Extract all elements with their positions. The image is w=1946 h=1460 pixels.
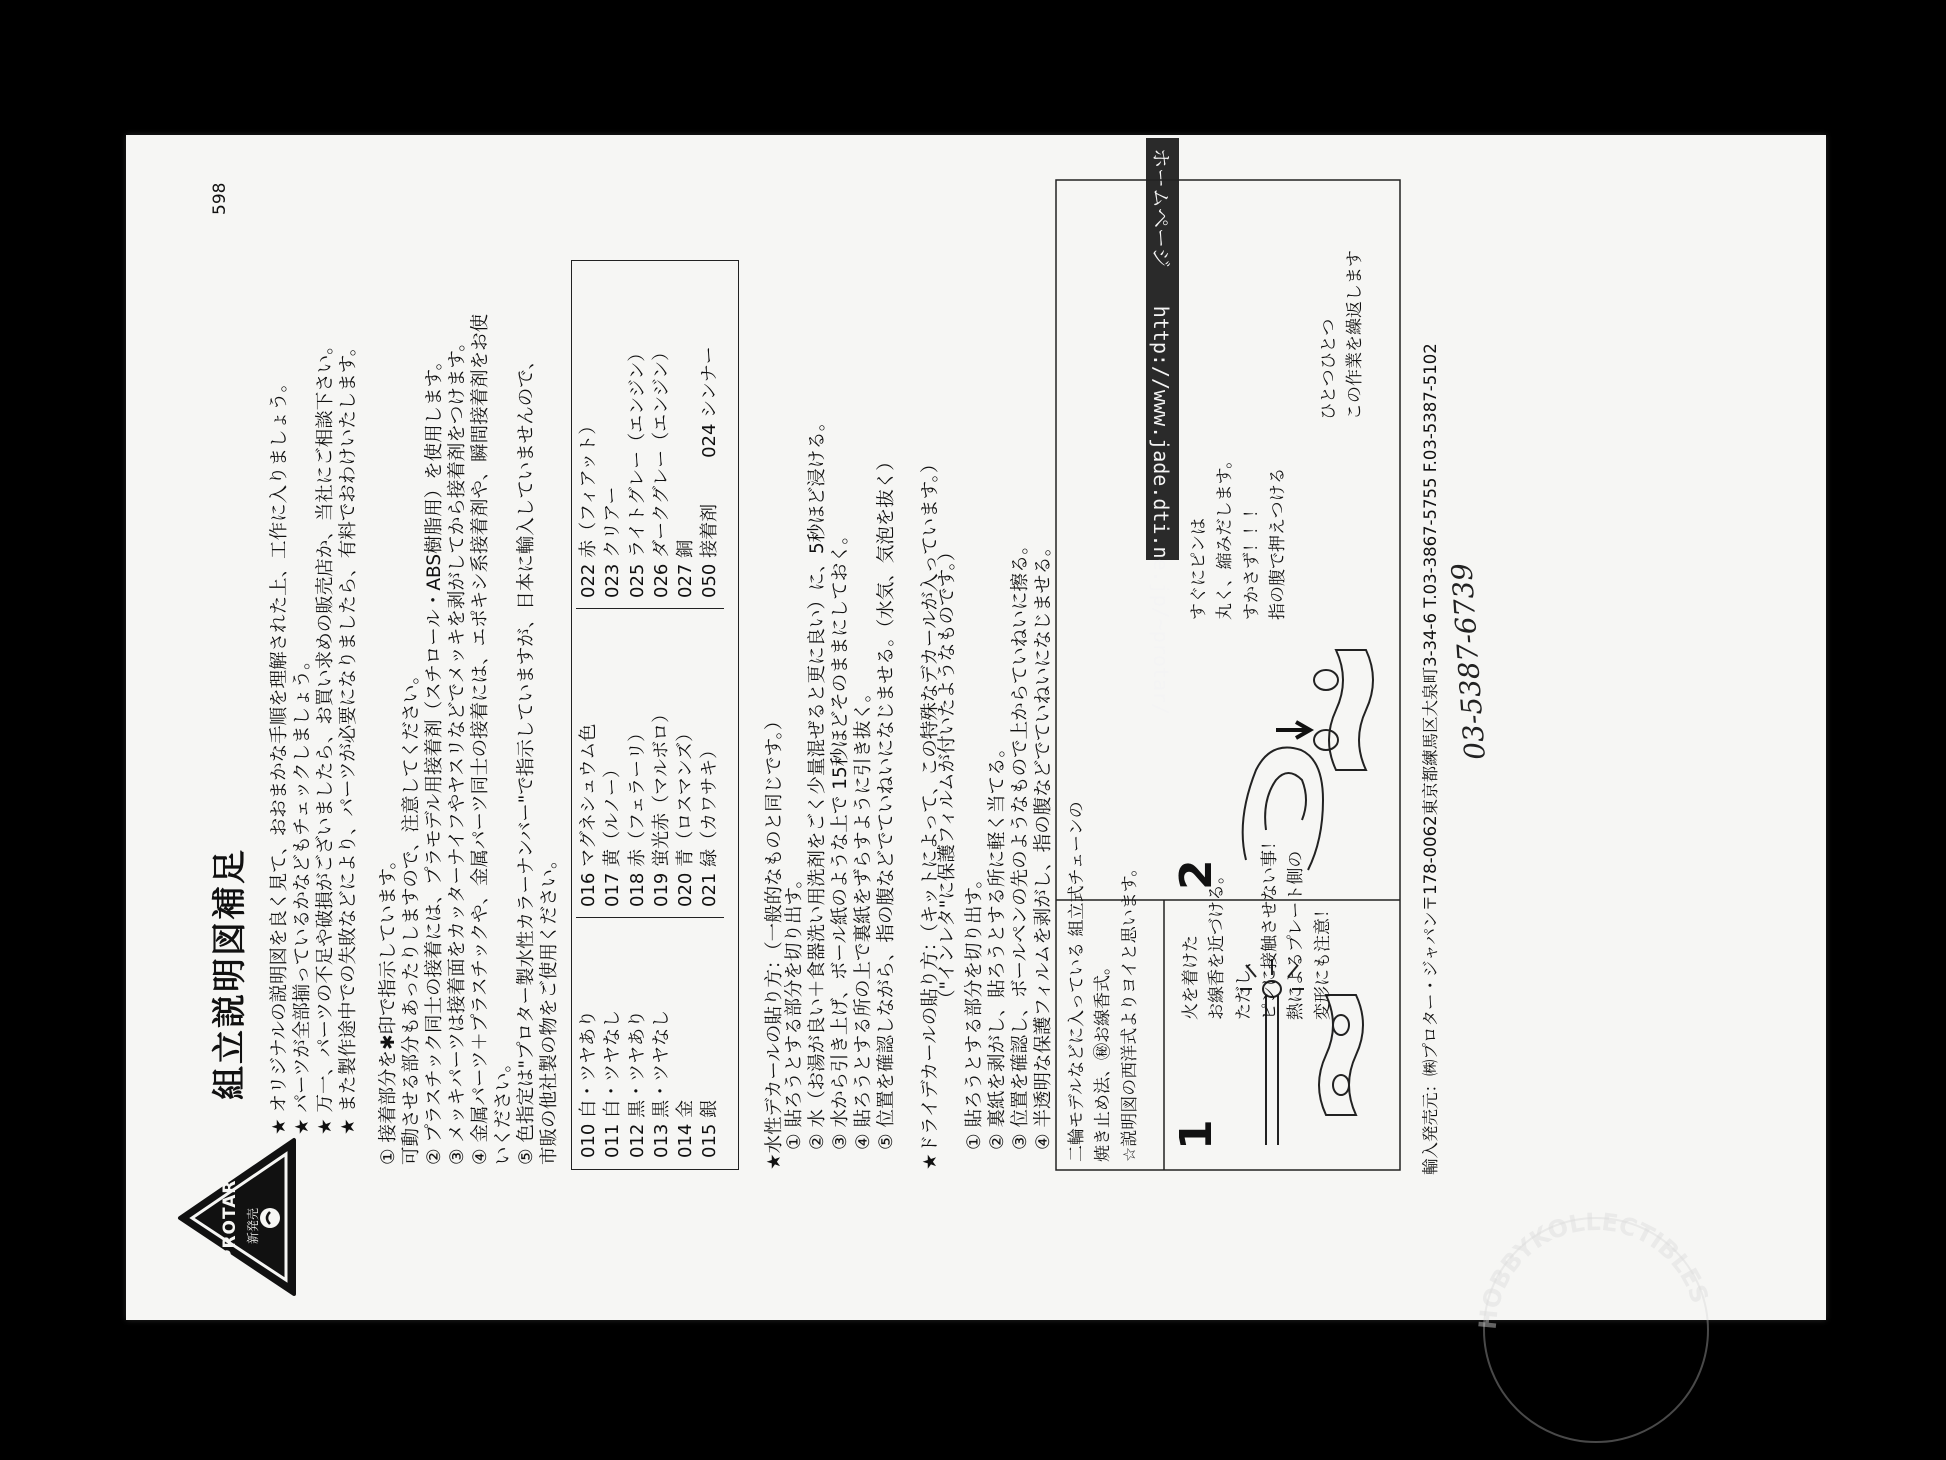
chain-intro-line: 焼き止め法、㊙お線香式。 (1093, 958, 1114, 1162)
water-decal-step: ⑤ 位置を確認しながら、指の腹などでていねいになじませる。（水気、気泡を抜く） (876, 452, 897, 1150)
finger-press-icon (1226, 630, 1396, 890)
color-entry: 050 接着剤 (699, 503, 721, 598)
repeat-line: この作業を繰返します (1345, 250, 1366, 420)
step-1-number: 1 (1171, 1119, 1222, 1150)
chain-intro-line: 二輪モデルなどに入っている 組立式チェーンの (1067, 801, 1087, 1162)
incense-chain-icon (1226, 905, 1386, 1155)
note-line: ③ メッキパーツは接着面をカッターナイフやヤスリなどでメッキを剥がしてから接着剤をつけます。 (447, 333, 468, 1165)
water-decal-step: ② 水（お湯が良い＋食器洗い用洗剤をごく少量混ぜると更に良い）に、5秒ほど浸ける。 (807, 412, 828, 1150)
note-line: 市販の他社製の物をご使用ください。 (539, 850, 560, 1165)
note-line: 可動させる部分もあったりしますので、注意してください。 (401, 666, 422, 1165)
step-1-line: 火を着けた (1181, 935, 1201, 1020)
water-decal-step: ③ 水から引き上げ、ボール紙のような上で 15秒ほどそのままにしておく。 (830, 526, 851, 1150)
step-1-line: 変形にも注意！ (1312, 901, 1333, 1020)
chain-intro-line: ☆説明図の西洋式よりヨイと思います。 (1119, 859, 1140, 1162)
homepage-label: ホームページ (1149, 148, 1173, 268)
step-2-line: すぐにピンは (1189, 518, 1209, 620)
color-entry: 015 銀 (699, 1099, 721, 1158)
intro-line: ★ 万一、パーツの不足や破損がございましたら、お買い求めの販売店か、当社にご相談下さい。 (315, 336, 336, 1135)
color-entry: 016 マグネシュウム色 (578, 723, 599, 907)
water-decal-step: ④ 貼ろうとする所の上で裏紙をずらすように引き抜く。 (853, 683, 874, 1150)
color-entry: 010 白・ツヤあり (578, 1009, 599, 1158)
step-2-line: すかさず！！！ (1241, 501, 1262, 620)
note-line: ① 接着部分を✱印で指示しています。 (378, 851, 399, 1165)
note-line: ④ 金属パーツ＋プラスチックや、金属パーツ同士の接着には、エポキシ系接着剤や、瞬間接着剤をお使 (470, 313, 491, 1165)
color-entry-thinner: 024 シンナー (699, 346, 721, 458)
dry-decal-step: ① 貼ろうとする部分を切り出す。 (964, 870, 985, 1150)
intro-line: ★ また製作途中での失敗などにより、パーツが必要になりましたら、有料でおわけいたします。 (338, 337, 359, 1135)
step-2-number: 2 (1171, 859, 1222, 890)
handwritten-phone: 03-5387-6739 (1445, 562, 1492, 761)
color-entry: 014 金 (675, 1099, 697, 1158)
rotated-document-content (126, 135, 1826, 1320)
color-entry: 022 赤（フィアット） (578, 416, 599, 598)
repeat-text (1316, 250, 1369, 420)
chain-box-frame (126, 135, 1826, 1320)
color-entry: 023 クリアー (602, 486, 624, 598)
color-entry: 021 緑（カワサキ） (699, 740, 721, 907)
step-2-line: 指の腹で押えつける (1268, 467, 1289, 620)
page-number: 598 (210, 182, 230, 215)
color-entry: 025 ライトグレー（エンジン） (626, 343, 648, 598)
color-entry: 020 青（ロスマンズ） (675, 723, 697, 907)
document-sheet (126, 135, 1826, 1320)
repeat-line: ひとつひとつ (1319, 318, 1339, 420)
step-1-line: お線香を近づける。 (1207, 867, 1228, 1020)
step-2-text (1186, 452, 1291, 620)
intro-line: ★ オリジナルの説明図を良く見て、おおまかな手順を理解された上、工作に入りましょう。 (269, 373, 290, 1135)
footer-address: 輸入発売元：㈱プロター・ジャパン〒178-0062東京都練馬区大泉町3-34-6 T.03-3867-5755 F.03-5387-5102 (1421, 343, 1440, 1175)
note-line: いください。 (493, 1053, 514, 1165)
watermark-text: HOBBYKOLLECTIBLES (1473, 1207, 1714, 1331)
step-1-line: 熱によるプレート側の (1286, 850, 1307, 1020)
step-1-line: ただし、 (1233, 952, 1254, 1020)
color-entry: 013 黒・ツヤなし (650, 1009, 672, 1158)
dry-decal-step: ② 裏紙を剥がし、貼ろうとする所に軽く当てる。 (987, 739, 1008, 1150)
color-entry: 011 白・ツヤなし (602, 1009, 624, 1158)
note-line: ⑤ 色指定は"プロター製水性カラーナンバー"で指示していますが、日本に輸入していませんので、 (516, 351, 537, 1165)
intro-line: ★ パーツが全部揃っているかなどもチェックしましょう。 (292, 651, 313, 1135)
dry-decal-heading: ★ドライデカールの貼り方：（キットによって、この特殊なデカールが入っています。） (920, 454, 941, 1170)
logo-brand: PROTAR (220, 1179, 240, 1262)
water-decal-step: ① 貼ろうとする部分を切り出す。 (784, 870, 805, 1150)
page-title: 組立説明図補足 (210, 848, 250, 1100)
dry-decal-step: ③ 位置を確認し、ボールペンの先のようなもので上からていねいに擦る。 (1010, 536, 1031, 1150)
color-entry: 018 赤（フェラーリ） (626, 723, 648, 907)
color-entry: 027 銅 (675, 539, 697, 598)
step-1-line: ピンに接触させない事！ (1260, 833, 1281, 1020)
logo-series: 新発売 (246, 1207, 260, 1244)
homepage-url[interactable]: http://www.jade.dti.ne.jp/~protar/ (1149, 305, 1173, 716)
watermark-seal (1466, 1200, 1726, 1460)
step-2-line: 丸く、縮みだします。 (1215, 451, 1236, 620)
color-entry: 026 ダークグレー（エンジン） (650, 342, 672, 598)
note-line: ② プラスチック同士の接着には、プラモデル用接着剤（スチロール・ABS樹脂用）を使用します。 (424, 351, 445, 1165)
color-entry: 019 蛍光赤（マルボロ） (650, 704, 672, 907)
chain-intro (1064, 801, 1143, 1162)
color-entry: 017 黄（ルノー） (602, 760, 624, 907)
dry-decal-step: ④ 半透明な保護フィルムを剥がし、指の腹などでていねいになじませる。 (1033, 537, 1054, 1150)
dry-decal-subheading: （"インレタ"に保護フィルムが付いたようなものです。） (937, 542, 958, 1008)
water-decal-heading: ★水性デカールの貼り方：（一般的なものと同じです。） (764, 711, 785, 1170)
color-entry: 012 黒・ツヤあり (626, 1009, 648, 1158)
